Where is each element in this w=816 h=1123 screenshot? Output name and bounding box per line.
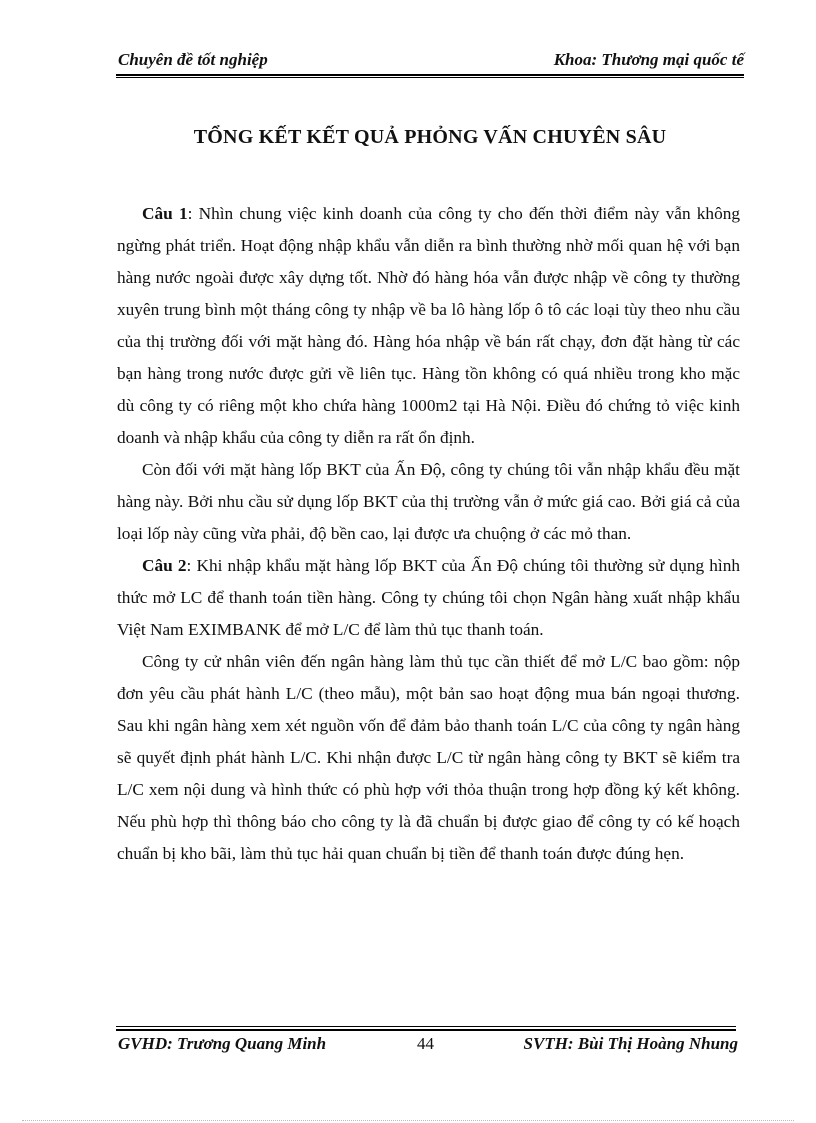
paragraph-text: Công ty cử nhân viên đến ngân hàng làm thủ tục cần thiết để mở L/C bao gồm: nộp đơn yêu cầu phát hành L/C (theo mẫu), một bản sao hoạt động mua bán ngoại thương. Sau khi ngân hàng xem xét nguồn vốn để đảm bảo thanh toán L/C của công ty ngân hàng sẽ quyết định phát hành L/C. Khi nhận được L/C từ ngân hàng công ty BKT sẽ kiểm tra L/C xem nội dung và hình thức có phù hợp với thỏa thuận trong hợp đồng ký kết không. Nếu phù hợp thì thông báo cho công ty là đã chuẩn bị được giao để công ty có kế hoạch chuẩn bị kho bãi, làm thủ tục hải quan chuẩn bị tiền để thanh toán được đúng hẹn. bbox=[117, 652, 740, 863]
page-header bbox=[116, 48, 744, 74]
footer-student: SVTH: Bùi Thị Hoàng Nhung bbox=[523, 1034, 738, 1053]
question-label: Câu 1 bbox=[142, 204, 188, 223]
header-divider bbox=[116, 74, 744, 76]
page-edge-dotted-line bbox=[22, 1120, 794, 1121]
page-footer bbox=[116, 1034, 738, 1060]
footer-divider bbox=[116, 1029, 736, 1031]
header-report-type: Chuyên đề tốt nghiệp bbox=[118, 50, 268, 69]
footer-divider-thin bbox=[116, 1026, 736, 1027]
document-body bbox=[117, 198, 740, 870]
paragraph bbox=[117, 646, 740, 870]
footer-advisor: GVHD: Trương Quang Minh bbox=[118, 1034, 327, 1053]
page-number: 44 bbox=[417, 1034, 434, 1053]
page-title: TỔNG KẾT KẾT QUẢ PHỎNG VẤN CHUYÊN SÂU bbox=[193, 126, 667, 148]
header-faculty: Khoa: Thương mại quốc tế bbox=[553, 50, 744, 69]
paragraph-text: : Nhìn chung việc kinh doanh của công ty cho đến thời điểm này vẫn không ngừng phát triển. Hoạt động nhập khẩu vẫn diễn ra bình thường nhờ mối quan hệ với bạn hàng nước ngoài được xây dựng tốt. Nhờ đó hàng hóa vẫn được nhập về công ty thường xuyên trung bình một tháng công ty nhập về ba lô hàng lốp ô tô các loại tùy theo nhu cầu của thị trường đối với mặt hàng đó. Hàng hóa nhập về bán rất chạy, đơn đặt hàng từ các bạn hàng trong nước được gửi về liên tục. Hàng tồn không có quá nhiều trong kho mặc dù công ty có riêng một kho chứa hàng 1000m2 tại Hà Nội. Điều đó chứng tỏ việc kinh doanh và nhập khẩu của công ty diễn ra rất ổn định. bbox=[117, 204, 740, 447]
paragraph-text: Còn đối với mặt hàng lốp BKT của Ấn Độ, công ty chúng tôi vẫn nhập khẩu đều mặt hàng này. Bởi nhu cầu sử dụng lốp BKT của thị trường vẫn ở mức giá cao. Bởi giá cả của loại lốp này cũng vừa phải, độ bền cao, lại được ưa chuộng ở các mỏ than. bbox=[117, 460, 740, 543]
paragraph bbox=[117, 454, 740, 550]
paragraph bbox=[117, 198, 740, 454]
paragraph-text: : Khi nhập khẩu mặt hàng lốp BKT của Ấn Độ chúng tôi thường sử dụng hình thức mở LC để thanh toán tiền hàng. Công ty chúng tôi chọn Ngân hàng xuất nhập khẩu Việt Nam EXIMBANK để mở L/C để làm thủ tục thanh toán. bbox=[117, 556, 740, 639]
paragraph bbox=[117, 550, 740, 646]
question-label: Câu 2 bbox=[142, 556, 187, 575]
header-divider-thin bbox=[116, 77, 744, 78]
